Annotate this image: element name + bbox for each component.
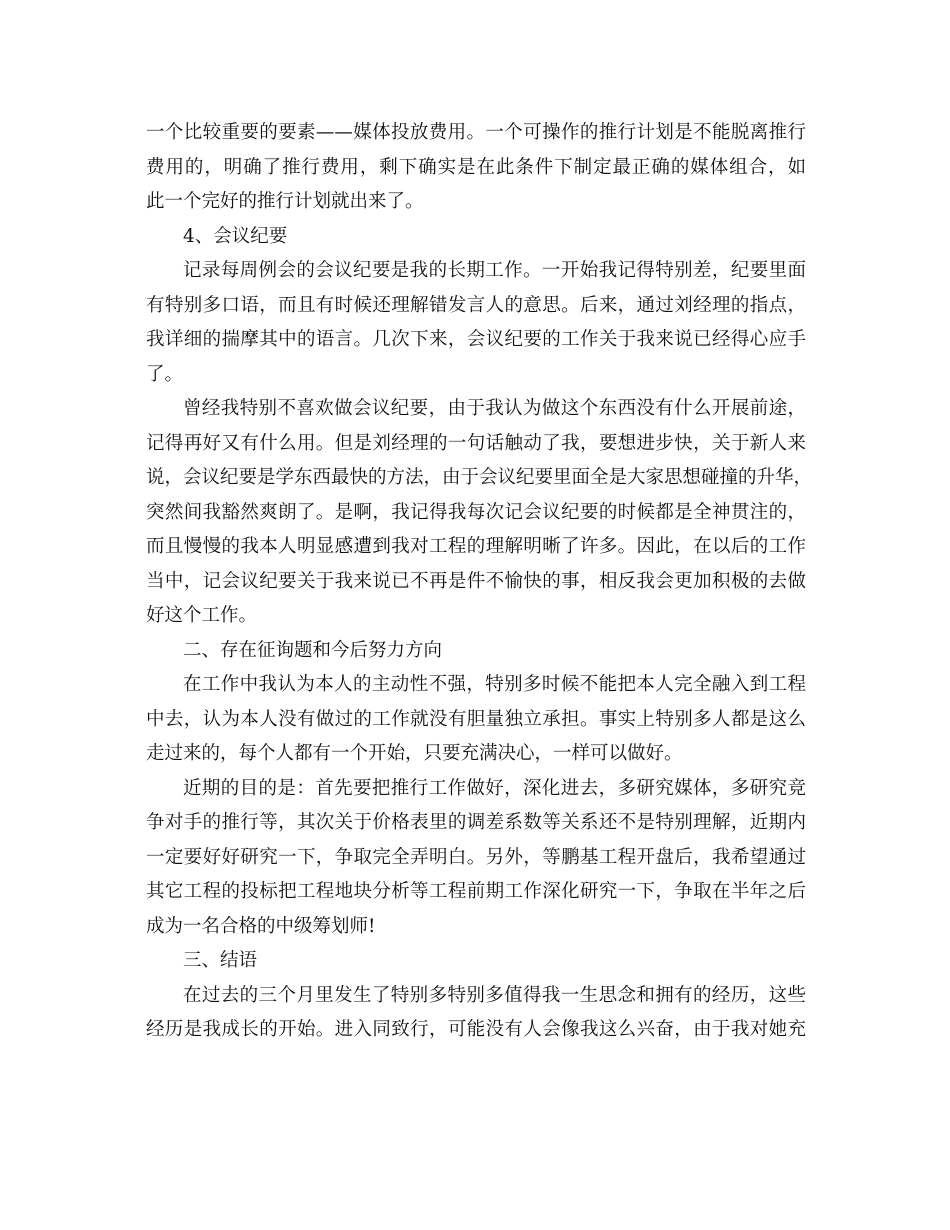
text-line: 成为一名合格的中级筹划师! [146,915,376,937]
text-line: 中去，认为本人没有做过的工作就没有胆量独立承担。事实上特别多人都是这么 [146,708,806,730]
text-line: 记录每周例会的会议纪要是我的长期工作。一开始我记得特别差，纪要里面 [183,260,806,281]
text-line: 说，会议纪要是学东西最快的方法，由于会议纪要里面全是大家思想碰撞的升华， [146,467,813,488]
section-heading: 三、结语 [183,950,258,971]
text-line: 突然间我豁然爽朗了。是啊，我记得我每次记会议纪要的时候都是全神贯注的， [146,501,806,523]
text-line: 经历是我成长的开始。进入同致行，可能没有人会像我这么兴奋，由于我对她充 [146,1019,806,1040]
text-line: 一定要好好研究一下，争取完全弄明白。另外，等鹏基工程开盘后，我希望通过 [146,846,806,868]
section-heading: 二、存在征询题和今后努力方向 [183,639,443,661]
text-line: 此一个完好的推行计划就出来了。 [146,191,424,212]
text-line: 其它工程的投标把工程地块分析等工程前期工作深化研究一下，争取在半年之后 [146,881,806,902]
text-line: 好这个工作。 [146,605,258,626]
text-line: 近期的目的是：首先要把推行工作做好，深化进去，多研究媒体，多研究竞 [183,777,806,799]
text-line: 在过去的三个月里发生了特别多特别多值得我一生思念和拥有的经历，这些 [183,984,806,1006]
text-line: 记得再好又有什么用。但是刘经理的一句话触动了我，要想进步快，关于新人来 [146,432,806,454]
document-body [146,116,813,1048]
text-line: 了。 [146,363,184,385]
text-line: 在工作中我认为本人的主动性不强，特别多时候不能把本人完全融入到工程 [183,674,806,695]
text-line: 曾经我特别不喜欢做会议纪要，由于我认为做这个东西没有什么开展前途， [183,398,806,419]
text-line: 走过来的，每个人都有一个开始，只要充满决心，一样可以做好。 [146,743,683,764]
text-line: 争对手的推行等，其次关于价格表里的调差系数等关系还不是特别理解，近期内 [146,812,806,833]
text-line: 一个比较重要的要素——媒体投放费用。一个可操作的推行计划是不能脱离推行 [146,122,806,143]
text-line: 而且慢慢的我本人明显感遭到我对工程的理解明晰了许多。因此，在以后的工作 [146,536,806,557]
text-line: 当中，记会议纪要关于我来说已不再是件不愉快的事，相反我会更加积极的去做 [146,570,806,592]
text-line: 有特别多口语，而且有时候还理解错发言人的意思。后来，通过刘经理的指点， [146,294,806,316]
text-line: 费用的，明确了推行费用，剩下确实是在此条件下制定最正确的媒体组合，如 [146,156,806,178]
section-heading: 4、会议纪要 [183,225,288,247]
text-line: 我详细的揣摩其中的语言。几次下来，会议纪要的工作关于我来说已经得心应手 [146,329,806,350]
